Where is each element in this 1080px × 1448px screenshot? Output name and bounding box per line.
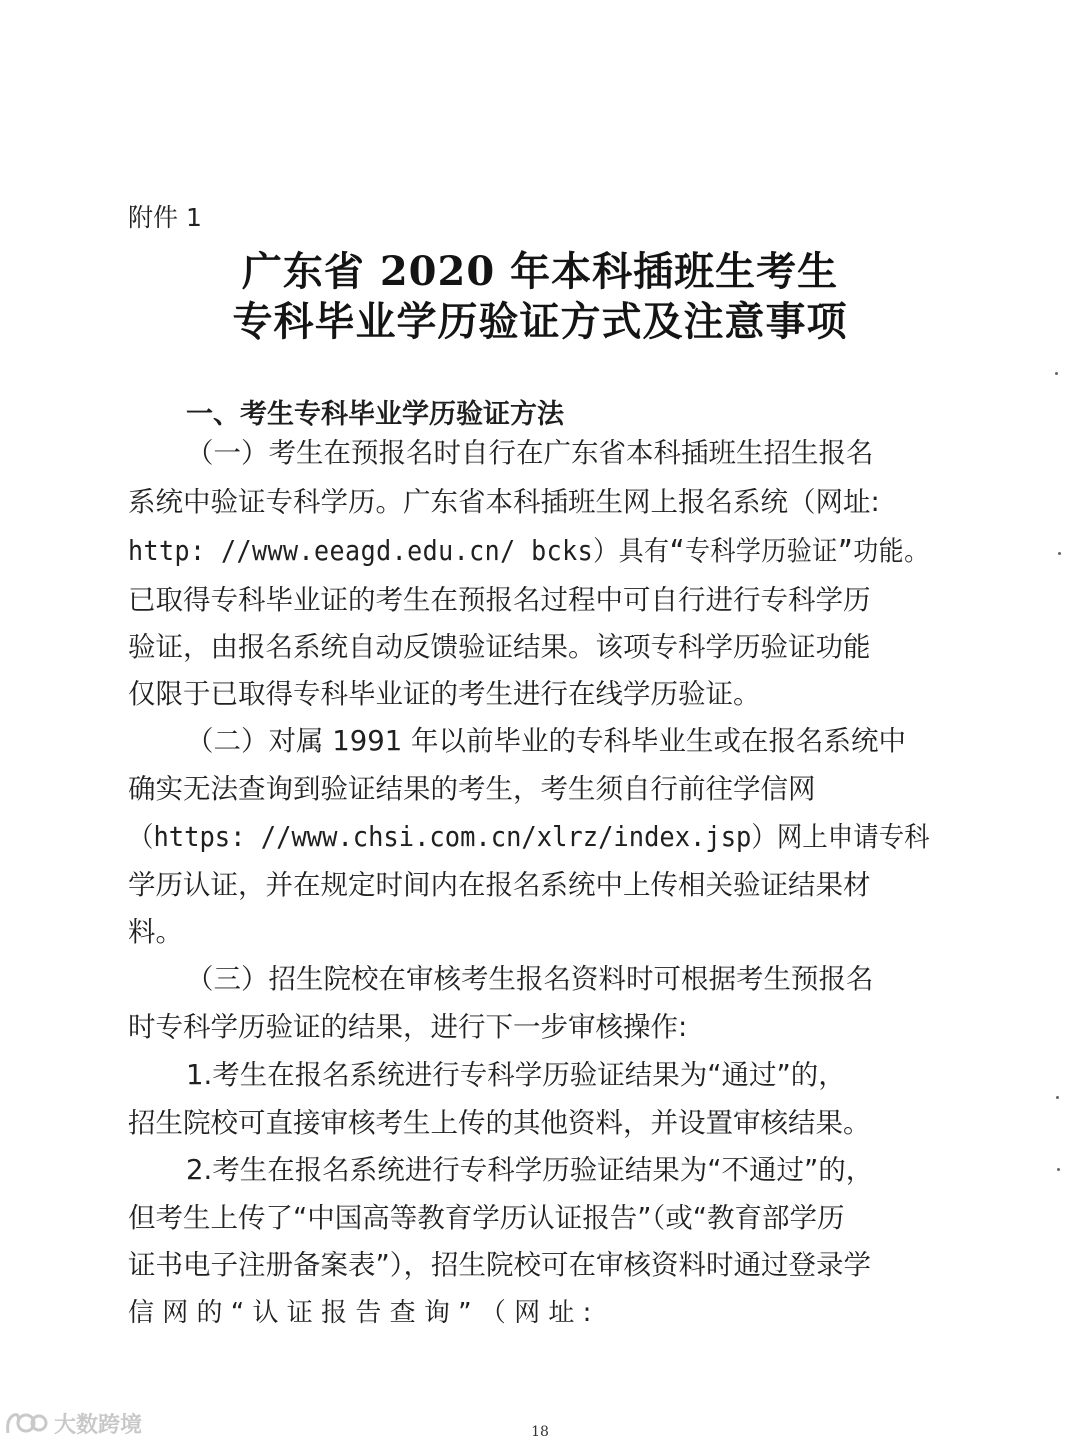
body-line-18: 证书电子注册备案表”），招生院校可在审核资料时通过登录学 bbox=[128, 1249, 871, 1281]
body-line-19: 信 网 的 “ 认 证 报 告 查 询 ” （ 网 址 : bbox=[128, 1298, 592, 1328]
scan-speck bbox=[1058, 552, 1061, 555]
scan-speck bbox=[1055, 372, 1058, 375]
body-line-14: 1.考生在报名系统进行专科学历验证结果为“通过”的， bbox=[186, 1059, 846, 1091]
page-number: 18 bbox=[531, 1424, 549, 1440]
body-line-5: 验证，由报名系统自动反馈验证结果。该项专科学历验证功能 bbox=[128, 631, 871, 663]
body-line-12: （三）招生院校在审核考生报名资料时可根据考生预报名 bbox=[186, 963, 874, 995]
body-line-10: 学历认证，并在规定时间内在报名系统中上传相关验证结果材 bbox=[128, 869, 871, 901]
scan-speck bbox=[1056, 1096, 1059, 1099]
body-line-11: 料。 bbox=[128, 916, 183, 948]
watermark-logo-icon bbox=[4, 1409, 48, 1439]
body-line-7: （二）对属 1991 年以前毕业的专科毕业生或在报名系统中 bbox=[186, 725, 906, 757]
body-line-2: 系统中验证专科学历。广东省本科插班生网上报名系统（网址: bbox=[128, 486, 880, 518]
title-line-2: 专科毕业学历验证方式及注意事项 bbox=[232, 298, 848, 345]
body-line-16: 2.考生在报名系统进行专科学历验证结果为“不通过”的， bbox=[186, 1154, 874, 1186]
watermark bbox=[4, 1408, 142, 1439]
body-line-15: 招生院校可直接审核考生上传的其他资料，并设置审核结果。 bbox=[128, 1107, 871, 1139]
body-line-13: 时专科学历验证的结果，进行下一步审核操作: bbox=[128, 1011, 688, 1043]
attachment-label: 附件 1 bbox=[128, 203, 202, 232]
body-line-17: 但考生上传了“中国高等教育学历认证报告”（或“教育部学历 bbox=[128, 1202, 845, 1234]
body-line-9: （https: //www.chsi.com.cn/xlrz/index.jsp）网上申请专科 bbox=[128, 821, 930, 853]
section-heading: 一、考生专科毕业学历验证方法 bbox=[186, 399, 564, 430]
body-line-1: （一）考生在预报名时自行在广东省本科插班生招生报名 bbox=[186, 437, 874, 469]
body-line-4: 已取得专科毕业证的考生在预报名过程中可自行进行专科学历 bbox=[128, 584, 871, 616]
body-line-6: 仅限于已取得专科毕业证的考生进行在线学历验证。 bbox=[128, 678, 761, 710]
scan-speck bbox=[1057, 1168, 1060, 1171]
body-line-3: http: //www.eeagd.edu.cn/ bcks）具有“专科学历验证”功能。 bbox=[128, 535, 930, 567]
body-line-8: 确实无法查询到验证结果的考生，考生须自行前往学信网 bbox=[128, 773, 816, 805]
title-line-1: 广东省 2020 年本科插班生考生 bbox=[241, 248, 839, 295]
watermark-text: 大数跨境 bbox=[54, 1413, 143, 1438]
